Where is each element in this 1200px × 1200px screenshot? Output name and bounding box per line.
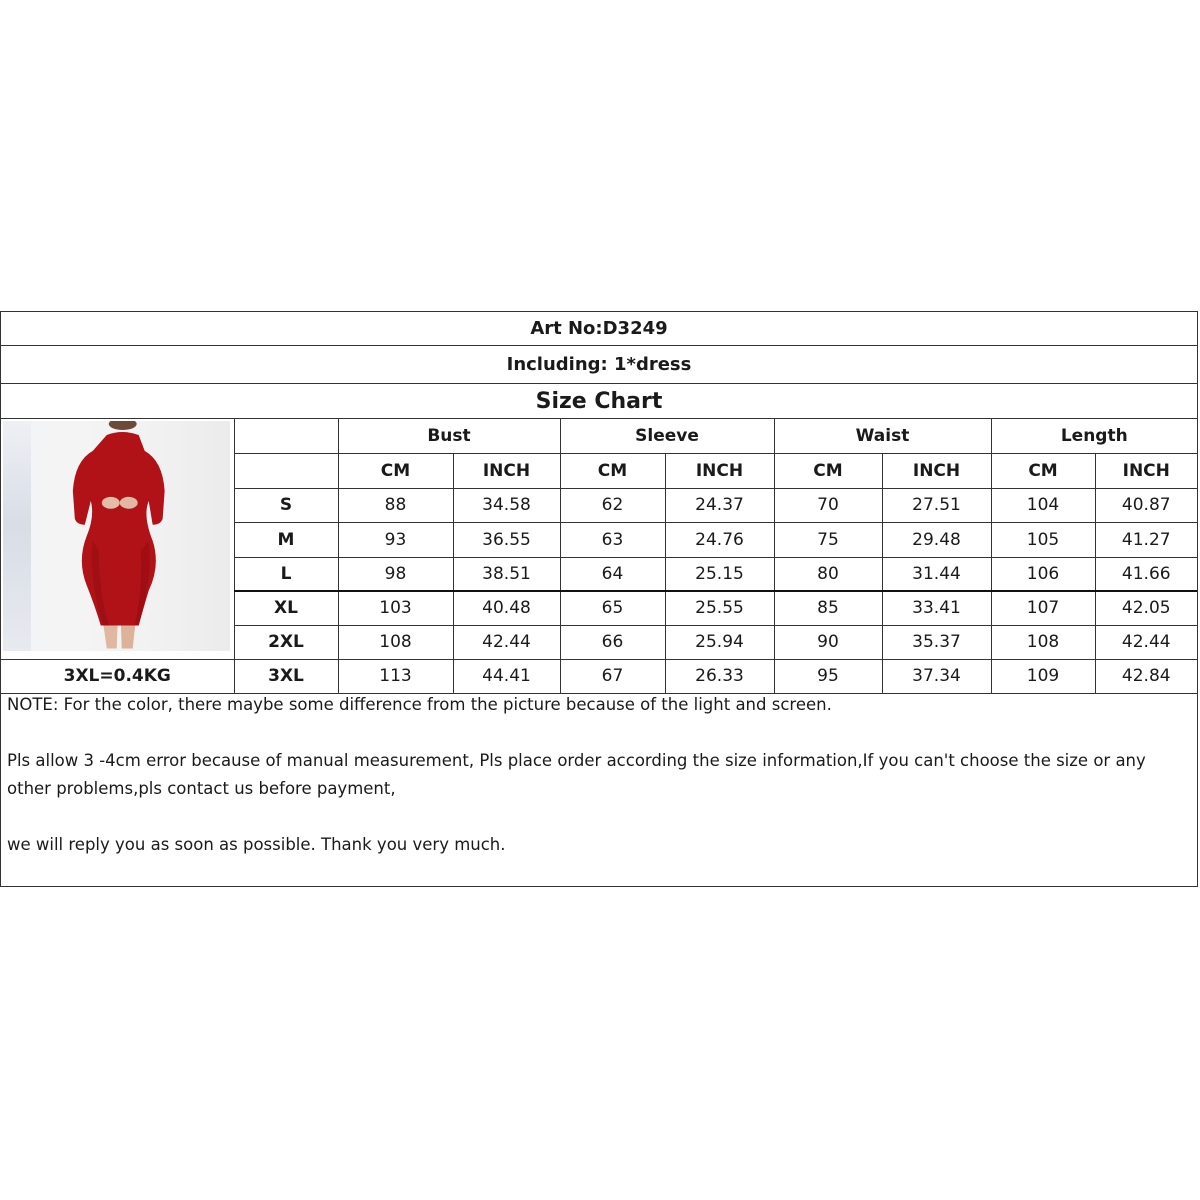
waist-cm: 85 xyxy=(774,591,882,625)
size-label: S xyxy=(234,488,338,522)
sleeve-inch: 26.33 xyxy=(665,659,774,693)
size-label: M xyxy=(234,522,338,557)
size-label: 2XL xyxy=(234,625,338,659)
waist-cm: 80 xyxy=(774,557,882,591)
sleeve-cm: 67 xyxy=(560,659,665,693)
length-inch: 42.84 xyxy=(1095,659,1197,693)
length-inch: 42.44 xyxy=(1095,625,1197,659)
sleeve-cm: 64 xyxy=(560,557,665,591)
waist-inch: 29.48 xyxy=(882,522,991,557)
waist-inch: 37.34 xyxy=(882,659,991,693)
bust-cm: 103 xyxy=(338,591,453,625)
size-label: L xyxy=(234,557,338,591)
table-row xyxy=(1,659,1197,693)
length-cm: 106 xyxy=(991,557,1095,591)
size-table xyxy=(1,419,1197,694)
length-cm: 104 xyxy=(991,488,1095,522)
bust-inch: 36.55 xyxy=(453,522,560,557)
group-waist: Waist xyxy=(774,419,991,453)
bust-cm: 98 xyxy=(338,557,453,591)
size-label: XL xyxy=(234,591,338,625)
unit-sleeve-inch: INCH xyxy=(665,453,774,488)
group-sleeve: Sleeve xyxy=(560,419,774,453)
bust-inch: 38.51 xyxy=(453,557,560,591)
bust-cm: 108 xyxy=(338,625,453,659)
length-cm: 109 xyxy=(991,659,1095,693)
notes-section xyxy=(7,691,1191,859)
unit-length-inch: INCH xyxy=(1095,453,1197,488)
size-chart-sheet xyxy=(0,311,1198,887)
length-inch: 42.05 xyxy=(1095,591,1197,625)
waist-inch: 35.37 xyxy=(882,625,991,659)
unit-bust-inch: INCH xyxy=(453,453,560,488)
bust-cm: 88 xyxy=(338,488,453,522)
unit-length-cm: CM xyxy=(991,453,1095,488)
sleeve-cm: 63 xyxy=(560,522,665,557)
sleeve-inch: 25.55 xyxy=(665,591,774,625)
group-length: Length xyxy=(991,419,1197,453)
chart-title: Size Chart xyxy=(1,384,1197,419)
waist-cm: 90 xyxy=(774,625,882,659)
waist-inch: 33.41 xyxy=(882,591,991,625)
sleeve-cm: 66 xyxy=(560,625,665,659)
bust-inch: 42.44 xyxy=(453,625,560,659)
product-photo xyxy=(3,421,230,651)
waist-inch: 31.44 xyxy=(882,557,991,591)
sleeve-cm: 62 xyxy=(560,488,665,522)
length-cm: 107 xyxy=(991,591,1095,625)
unit-bust-cm: CM xyxy=(338,453,453,488)
bust-cm: 93 xyxy=(338,522,453,557)
bust-inch: 34.58 xyxy=(453,488,560,522)
sleeve-inch: 24.76 xyxy=(665,522,774,557)
sleeve-cm: 65 xyxy=(560,591,665,625)
length-cm: 108 xyxy=(991,625,1095,659)
sleeve-inch: 24.37 xyxy=(665,488,774,522)
weight-note: 3XL=0.4KG xyxy=(1,659,234,693)
bust-inch: 44.41 xyxy=(453,659,560,693)
note-measurement: Pls allow 3 -4cm error because of manual measurement, Pls place order according the size information,If you can't choose the size or any other problems,pls contact us before payment, xyxy=(7,751,1146,798)
package-contents: Including: 1*dress xyxy=(1,346,1197,384)
note-color: NOTE: For the color, there maybe some difference from the picture because of the light and screen. xyxy=(7,695,832,714)
length-inch: 41.27 xyxy=(1095,522,1197,557)
unit-waist-inch: INCH xyxy=(882,453,991,488)
group-bust: Bust xyxy=(338,419,560,453)
unit-header-blank xyxy=(234,453,338,488)
unit-sleeve-cm: CM xyxy=(560,453,665,488)
art-number: Art No:D3249 xyxy=(1,312,1197,346)
sleeve-inch: 25.94 xyxy=(665,625,774,659)
length-inch: 41.66 xyxy=(1095,557,1197,591)
product-photo-cell xyxy=(1,419,234,659)
bust-cm: 113 xyxy=(338,659,453,693)
size-label: 3XL xyxy=(234,659,338,693)
waist-inch: 27.51 xyxy=(882,488,991,522)
bust-inch: 40.48 xyxy=(453,591,560,625)
sleeve-inch: 25.15 xyxy=(665,557,774,591)
note-reply: we will reply you as soon as possible. Thank you very much. xyxy=(7,835,506,854)
length-cm: 105 xyxy=(991,522,1095,557)
size-header-blank xyxy=(234,419,338,453)
waist-cm: 95 xyxy=(774,659,882,693)
dress-illustration xyxy=(3,421,230,651)
waist-cm: 75 xyxy=(774,522,882,557)
unit-waist-cm: CM xyxy=(774,453,882,488)
length-inch: 40.87 xyxy=(1095,488,1197,522)
group-header-row xyxy=(1,419,1197,453)
waist-cm: 70 xyxy=(774,488,882,522)
